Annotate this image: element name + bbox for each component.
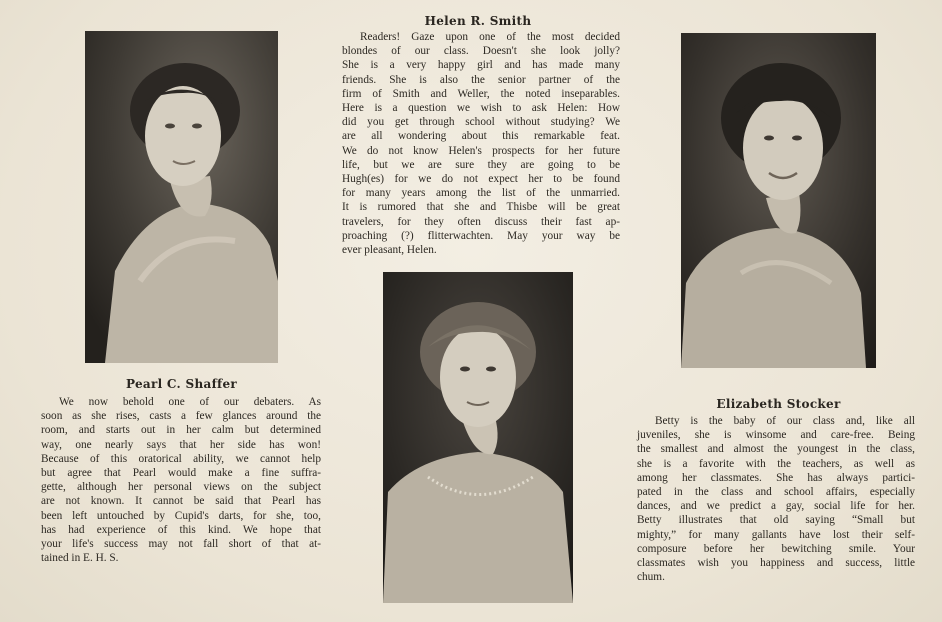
helen-line: are all wondering about this remarkable feat.	[342, 130, 620, 143]
helen-line: Here is a question we wish to ask Helen: How	[342, 102, 620, 115]
helen-line: Readers! Gaze upon one of the most decided	[360, 31, 620, 43]
elizabeth-line: she is a favorite with the teachers, as well as	[637, 457, 915, 470]
portrait-helen-image	[383, 272, 573, 603]
pearl-line: been left untouched by Cupid's darts, for she, too,	[41, 509, 321, 522]
helen-bio	[342, 30, 620, 257]
portrait-helen-smith	[383, 272, 573, 603]
helen-line: blondes of our class. Doesn't she look jolly?	[342, 45, 620, 58]
elizabeth-line: composure before her bewitching smile. Your	[637, 542, 915, 555]
pearl-line: has had experience of this kind. We hope that	[41, 523, 321, 536]
pearl-line: Because of this oratorical ability, we cannot help	[41, 452, 321, 465]
pearl-bio	[41, 395, 321, 565]
helen-name: Helen R. Smith	[424, 14, 532, 28]
portrait-elizabeth-stocker	[681, 33, 876, 368]
portrait-elizabeth-image	[681, 33, 876, 368]
helen-line: We do not know Helen's prospects for her future	[342, 144, 620, 157]
helen-line: ever pleasant, Helen.	[342, 244, 437, 257]
pearl-line: but agree that Pearl would make a fine suffra-	[41, 467, 321, 480]
elizabeth-line: classmates wish you happiness and success, little	[637, 557, 915, 570]
elizabeth-line: mighty,” for many gallants have lost their self-	[637, 528, 915, 541]
elizabeth-bio	[637, 414, 915, 584]
helen-line: proaching (?) flitterwachten. May your way be	[342, 229, 620, 242]
pearl-line: gette, although her personal views on the subject	[41, 481, 321, 494]
elizabeth-line: Betty is the baby of our class and, like all	[655, 415, 915, 427]
portrait-pearl-image	[85, 31, 278, 363]
elizabeth-line: among her classmates. She has always partici-	[637, 471, 915, 484]
helen-line: did you get through school without studying? We	[342, 116, 620, 129]
helen-line: It is rumored that she and Thisbe will be great	[342, 201, 620, 214]
helen-line: travelers, for they often discuss their fast ap-	[342, 215, 620, 228]
elizabeth-line: chum.	[637, 571, 665, 584]
pearl-line: soon as she rises, casts a few glances around the	[41, 410, 321, 423]
helen-line: She is a very happy girl and has made many	[342, 59, 620, 72]
elizabeth-line: dances, and we predict a gay, social life for her.	[637, 500, 915, 513]
pearl-line: are not known. It cannot be said that Pearl has	[41, 495, 321, 508]
pearl-line: tained in E. H. S.	[41, 552, 119, 565]
helen-line: Hugh(es) for we do not expect her to be found	[342, 173, 620, 186]
pearl-line: way, one nearly says that her side has won!	[41, 438, 321, 451]
pearl-name: Pearl C. Shaffer	[125, 377, 238, 391]
elizabeth-line: pated in the class and school affairs, especially	[637, 486, 915, 499]
elizabeth-line: Betty illustrates that old saying “Small but	[637, 514, 915, 527]
helen-line: life, but we are sure they are going to be	[342, 158, 620, 171]
pearl-line: your life's success may not fall short of that at-	[41, 538, 321, 551]
portrait-pearl-shaffer	[85, 31, 278, 363]
elizabeth-line: juveniles, she is winsome and care-free. Being	[637, 429, 915, 442]
elizabeth-line: the smallest and almost the youngest in the class,	[637, 443, 915, 456]
pearl-line: room, and starts out in her calm but determined	[41, 424, 321, 437]
pearl-line: We now behold one of our debaters. As	[59, 396, 321, 408]
helen-line: for many years among the list of the unmarried.	[342, 187, 620, 200]
helen-line: firm of Smith and Weller, the noted inseparables.	[342, 87, 620, 100]
elizabeth-name: Elizabeth Stocker	[716, 397, 841, 411]
helen-line: friends. She is also the senior partner of the	[342, 73, 620, 86]
